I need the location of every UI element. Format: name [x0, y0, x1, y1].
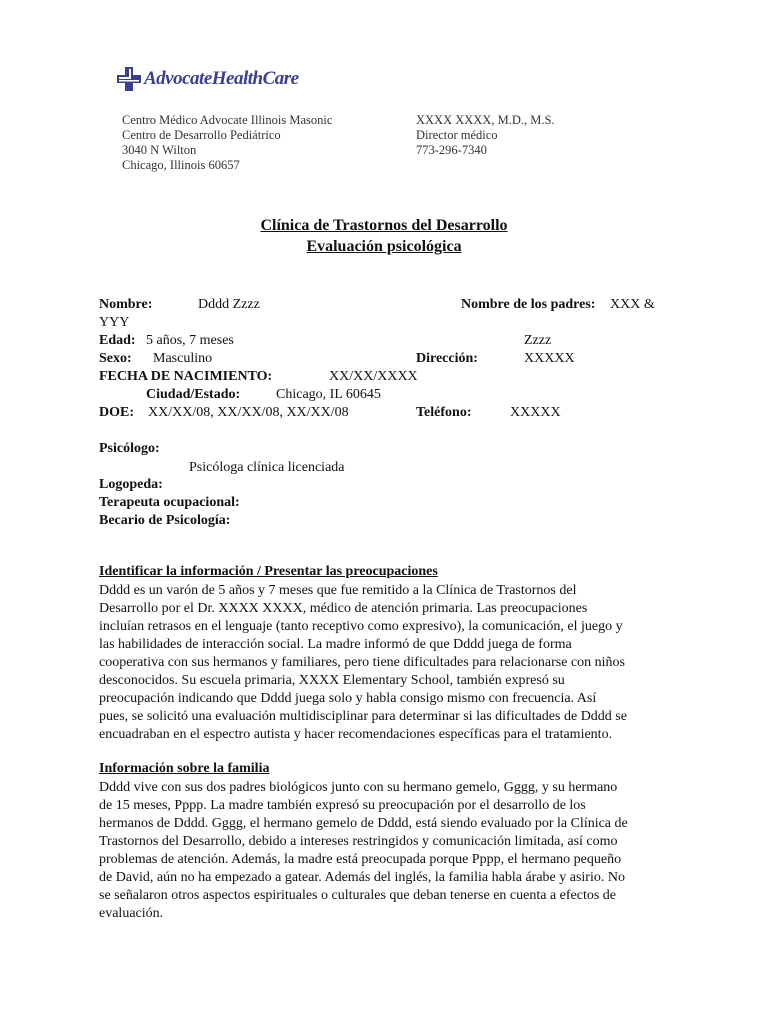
advocate-cross-icon [116, 66, 142, 92]
paragraph-line: pues, se solicitó una evaluación multidisciplinar para determinar si las dificultades de Dddd se [99, 709, 627, 724]
paragraph-line: hermanos de Dddd. Gggg, el hermano gemelo de Dddd, está siendo evaluado por la Clínica de [99, 816, 628, 831]
sex-value: Masculino [153, 351, 213, 366]
paragraph-line: incluían retrasos en el lenguaje (tanto receptivo como expresivo), la comunicación, el juego y [99, 619, 623, 634]
paragraph-line: cooperativa con sus hermanos y familiares, pero tiene dificultades para relacionarse con niños [99, 655, 625, 670]
occupational-therapist-label: Terapeuta ocupacional: [99, 495, 240, 510]
address-line: 3040 N Wilton [122, 143, 197, 157]
document-subtitle: Evaluación psicológica [306, 238, 462, 255]
age-value: 5 años, 7 meses [146, 333, 234, 348]
city-label: Ciudad/Estado: [146, 387, 241, 402]
paragraph-line: Trastornos del Desarrollo, debido a intereses restringidos y comunicación limitada, así como [99, 834, 618, 849]
director-line: XXXX XXXX, M.D., M.S. [416, 113, 555, 127]
psychologist-label: Psicólogo: [99, 441, 160, 456]
document-title: Clínica de Trastornos del Desarrollo [260, 217, 508, 234]
paragraph-line: Dddd es un varón de 5 años y 7 meses que fue remitido a la Clínica de Trastornos del [99, 583, 577, 598]
paragraph-line: evaluación. [99, 906, 164, 921]
address-label: Dirección: [416, 351, 478, 366]
age-label: Edad: [99, 333, 136, 348]
phone-value: XXXXX [510, 405, 561, 420]
name-label: Nombre: [99, 297, 153, 312]
director-info [416, 113, 555, 158]
phone-label: Teléfono: [416, 405, 472, 420]
psychologist-value: Psicóloga clínica licenciada [189, 460, 345, 475]
city-value: Chicago, IL 60645 [276, 387, 381, 402]
address-line: Chicago, Illinois 60657 [122, 158, 240, 172]
sex-label: Sexo: [99, 351, 132, 366]
psychology-intern-label: Becario de Psicología: [99, 513, 231, 528]
dob-value: XX/XX/XXXX [329, 369, 418, 384]
director-line: 773-296-7340 [416, 143, 487, 157]
paragraph-line: Dddd vive con sus dos padres biológicos junto con su hermano gemelo, Gggg, y su hermano [99, 780, 618, 795]
paragraph-line: se señalaron otros aspectos espirituales o culturales que deban tenerse en cuenta a efectos de [99, 888, 617, 903]
paragraph-line: encuadraban en el espectro autista y hacer recomendaciones específicas para el tratamiento. [99, 727, 613, 742]
paragraph-line: problemas de atención. Además, la madre está preocupada porque Pppp, el hermano pequeño [99, 852, 622, 867]
paragraph-line: desconocidos. Su escuela primaria, XXXX Elementary School, también expresó su [99, 673, 565, 688]
brand-name: AdvocateHealthCare [144, 68, 299, 89]
speech-therapist-label: Logopeda: [99, 477, 163, 492]
section-heading-identification: Identificar la información / Presentar las preocupaciones [99, 564, 438, 579]
advocate-logo [116, 66, 299, 92]
name-value: Dddd Zzzz [198, 297, 260, 312]
parents-value: XXX & [610, 297, 655, 312]
section-paragraph-family [99, 779, 628, 923]
paragraph-line: preocupación indicando que Dddd juega solo y habla consigo mismo con frecuencia. Así [99, 691, 597, 706]
doe-value: XX/XX/08, XX/XX/08, XX/XX/08 [148, 405, 349, 420]
address-line: Centro Médico Advocate Illinois Masonic [122, 113, 333, 127]
address-value: XXXXX [524, 351, 575, 366]
paragraph-line: de David, aún no ha empezado a gatear. Además del inglés, la familia habla árabe y asirio. No [99, 870, 625, 885]
parents-label: Nombre de los padres: [461, 297, 596, 312]
dob-label: FECHA DE NACIMIENTO: [99, 369, 273, 384]
section-paragraph-identification [99, 582, 627, 744]
address-line: Centro de Desarrollo Pediátrico [122, 128, 281, 142]
director-line: Director médico [416, 128, 498, 142]
clinic-address [122, 113, 332, 173]
parents-value-cont: YYY [99, 315, 130, 330]
paragraph-line: las habilidades de interacción social. La madre informó de que Dddd juega de forma [99, 637, 572, 652]
doe-label: DOE: [99, 405, 134, 420]
parents-value-extra: Zzzz [524, 333, 552, 348]
paragraph-line: de 15 meses, Pppp. La madre también expresó su preocupación por el desarrollo de los [99, 798, 586, 813]
section-heading-family: Información sobre la familia [99, 761, 270, 776]
paragraph-line: Desarrollo por el Dr. XXXX XXXX, médico de atención primaria. Las preocupaciones [99, 601, 588, 616]
